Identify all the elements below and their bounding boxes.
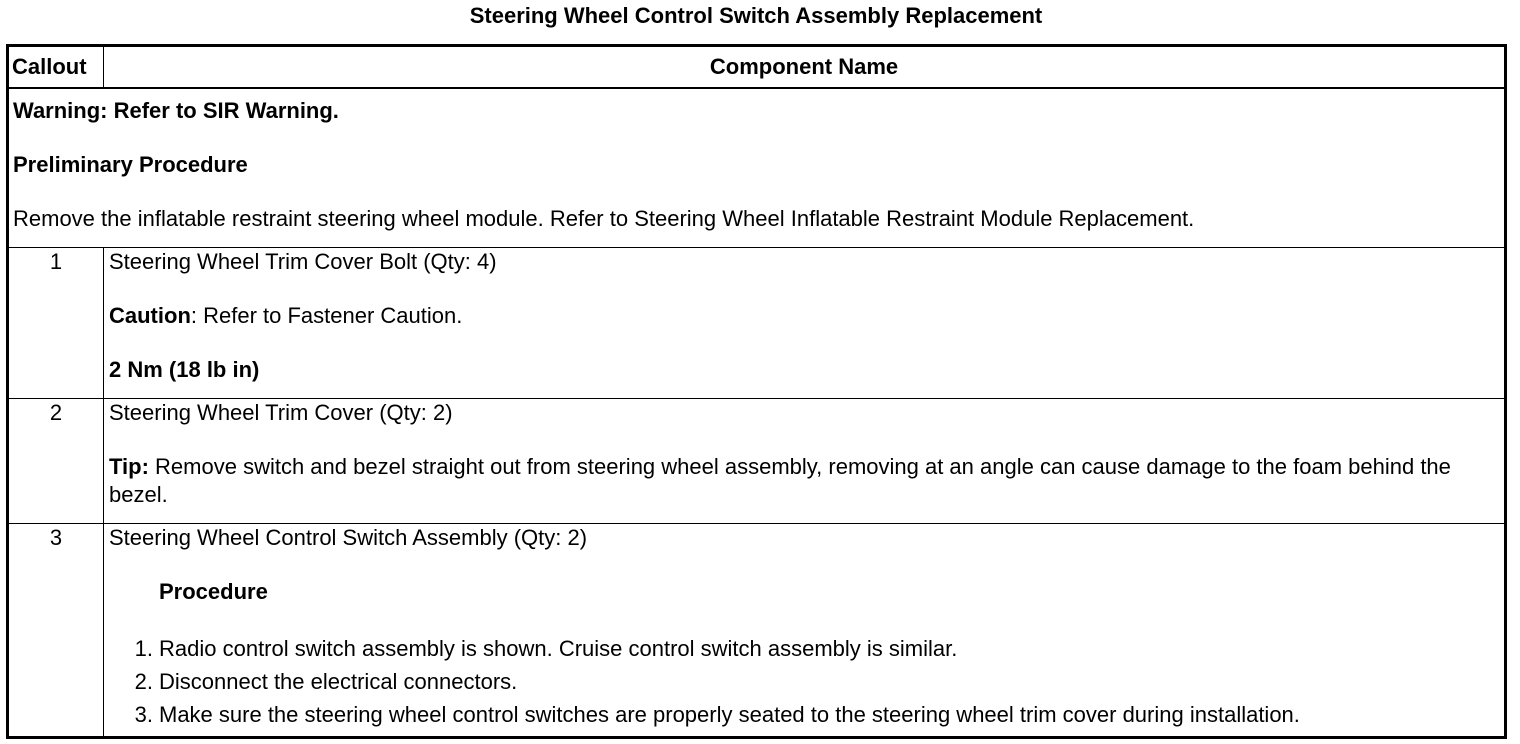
component-cell	[104, 248, 1506, 399]
tip-text: Remove switch and bezel straight out from steering wheel assembly, removing at an angle can cause damage to the foam behind the bezel.	[109, 454, 1451, 507]
step-number: 2.	[134, 669, 153, 694]
table-row	[8, 248, 1506, 399]
callout-number: 1	[8, 248, 104, 399]
preliminary-procedure-heading: Preliminary Procedure	[13, 152, 248, 177]
preliminary-procedure-text: Remove the inflatable restraint steering wheel module. Refer to Steering Wheel Inflatable Restraint Module Replacement.	[13, 206, 1195, 231]
step-number: 1.	[134, 636, 153, 661]
callout-number: 3	[8, 524, 104, 738]
procedure-heading: Procedure	[159, 579, 268, 604]
caution-text: : Refer to Fastener Caution.	[190, 303, 463, 328]
table-row	[8, 524, 1506, 738]
document-title: Steering Wheel Control Switch Assembly Replacement	[469, 3, 1043, 28]
caution-label: Caution	[109, 303, 191, 328]
warning-text: Warning: Refer to SIR Warning.	[13, 98, 339, 123]
step-text: Make sure the steering wheel control switches are properly seated to the steering wheel trim cover during installation.	[159, 702, 1300, 727]
step-text: Disconnect the electrical connectors.	[159, 669, 518, 694]
component-name: Steering Wheel Control Switch Assembly (Qty: 2)	[109, 525, 588, 550]
preliminary-row	[8, 88, 1506, 248]
tip-label: Tip:	[109, 454, 149, 479]
preliminary-cell	[8, 88, 1506, 248]
procedure-steps	[109, 632, 1499, 731]
callout-column-header: Callout	[8, 46, 104, 89]
callout-number: 2	[8, 399, 104, 524]
component-cell	[104, 399, 1506, 524]
procedure-step	[134, 665, 1499, 698]
caution-note	[109, 302, 1499, 330]
table-row	[8, 399, 1506, 524]
procedure-table	[6, 44, 1507, 739]
component-name: Steering Wheel Trim Cover (Qty: 2)	[109, 400, 453, 425]
tip-note	[109, 453, 1499, 509]
component-cell	[104, 524, 1506, 738]
torque-spec: 2 Nm (18 lb in)	[109, 357, 260, 382]
step-text: Radio control switch assembly is shown. Cruise control switch assembly is similar.	[159, 636, 958, 661]
step-number: 3.	[134, 702, 153, 727]
procedure-step	[134, 698, 1499, 731]
component-name: Steering Wheel Trim Cover Bolt (Qty: 4)	[109, 249, 497, 274]
procedure-step	[134, 632, 1499, 665]
component-name-column-header: Component Name	[104, 46, 1506, 89]
table-header-row	[8, 46, 1506, 89]
